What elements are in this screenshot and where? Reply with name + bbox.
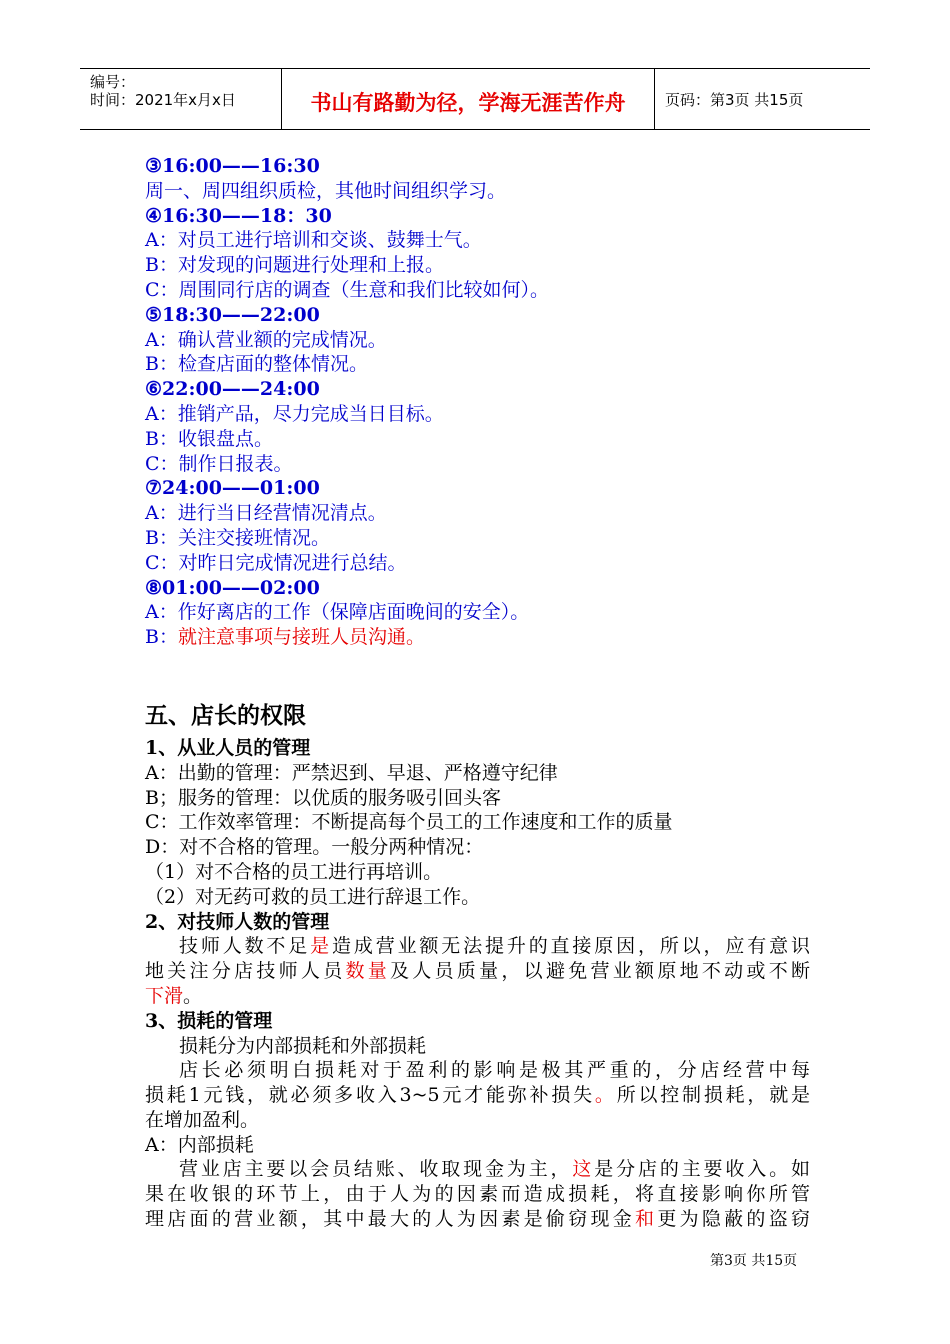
management-item: （2）对无药可救的员工进行辞退工作。: [145, 885, 481, 908]
header-page-cell: [655, 69, 870, 129]
document-number-label: 编号：: [90, 73, 136, 91]
header-page-number: 页码：第3页 共15页: [665, 91, 804, 109]
subsection-title: 1、从业人员的管理: [145, 736, 311, 759]
header-motto-cell: [282, 69, 655, 129]
schedule-line: C：对昨日完成情况进行总结。: [145, 551, 407, 574]
schedule-line: 周一、周四组织质检，其他时间组织学习。: [145, 179, 507, 202]
schedule-line: B：收银盘点。: [145, 427, 273, 450]
schedule-line: B：对发现的问题进行处理和上报。: [145, 254, 444, 277]
paragraph-line: 地关注分店技师人员数量及人员质量，以避免营业额原地不动或不断: [145, 960, 810, 983]
paragraph-line: 店长必须明白损耗对于盈利的影响是极其严重的，分店经营中每: [179, 1059, 810, 1082]
schedule-time-heading: ③16:00——16:30: [145, 155, 320, 177]
subsection-title: 3、损耗的管理: [145, 1009, 273, 1032]
document-date-label: 时间：2021年x月x日: [90, 91, 236, 109]
schedule-line: B：检查店面的整体情况。: [145, 353, 368, 376]
paragraph-line: 损耗分为内部损耗和外部损耗: [179, 1034, 427, 1057]
schedule-line: C：制作日报表。: [145, 452, 293, 475]
paragraph-line: 营业店主要以会员结账、收取现金为主，这是分店的主要收入。如: [179, 1158, 810, 1181]
highlighted-text: 就注意事项与接班人员沟通。: [177, 626, 425, 649]
paragraph-line: 技师人数不足是造成营业额无法提升的直接原因，所以，应有意识: [179, 935, 810, 958]
paragraph-line: 损耗1元钱，就必须多收入3~5元才能弥补损失。所以控制损耗，就是: [145, 1084, 810, 1107]
paragraph-line: 下滑。: [145, 984, 203, 1007]
management-item: C：工作效率管理：不断提高每个员工的工作速度和工作的质量: [145, 811, 673, 834]
schedule-line: A：推销产品，尽力完成当日目标。: [145, 402, 444, 425]
item-prefix: B：: [145, 626, 178, 649]
schedule-line: C：周围同行店的调查（生意和我们比较如何）。: [145, 278, 550, 301]
header-meta-cell: [80, 69, 282, 129]
schedule-line: [145, 625, 810, 650]
spacer: [145, 650, 810, 696]
section-title: 五、店长的权限: [145, 701, 306, 729]
management-item: B；服务的管理：以优质的服务吸引回头客: [145, 786, 501, 809]
subsection-lines: [145, 761, 810, 910]
paragraph-line: 果在收银的环节上，由于人为的因素而造成损耗，将直接影响你所管: [145, 1183, 810, 1206]
schedule-line: A：进行当日经营情况清点。: [145, 502, 387, 525]
schedule-line: A：确认营业额的完成情况。: [145, 328, 387, 351]
subsection-title: 2、对技师人数的管理: [145, 910, 330, 933]
schedule-time-heading: ⑦24:00——01:00: [145, 477, 320, 500]
paragraph-line: A：内部损耗: [145, 1133, 254, 1156]
management-item: D：对不合格的管理。一般分两种情况：: [145, 836, 484, 859]
document-body: [145, 154, 810, 1232]
management-item: A：出勤的管理：严禁迟到、早退、严格遵守纪律: [145, 761, 558, 784]
schedule-time-heading: ⑧01:00——02:00: [145, 576, 320, 599]
schedule-list: [145, 154, 810, 625]
page-header: [80, 68, 870, 130]
schedule-line: A：对员工进行培训和交谈、鼓舞士气。: [145, 229, 482, 252]
schedule-time-heading: ④16:30——18：30: [145, 204, 332, 227]
schedule-time-heading: ⑤18:30——22:00: [145, 303, 320, 326]
schedule-line: A：作好离店的工作（保障店面晚间的安全）。: [145, 601, 530, 624]
schedule-time-heading: ⑥22:00——24:00: [145, 378, 320, 401]
paragraph-line: 理店面的营业额，其中最大的人为因素是偷窃现金和更为隐蔽的盗窃: [145, 1208, 810, 1231]
header-motto: 书山有路勤为径，学海无涯苦作舟: [310, 91, 626, 115]
page-footer: 第3页 共15页: [710, 1253, 798, 1269]
management-item: （1）对不合格的员工进行再培训。: [145, 860, 443, 883]
paragraph-line: 在增加盈利。: [145, 1108, 260, 1131]
schedule-line: B：关注交接班情况。: [145, 526, 330, 549]
